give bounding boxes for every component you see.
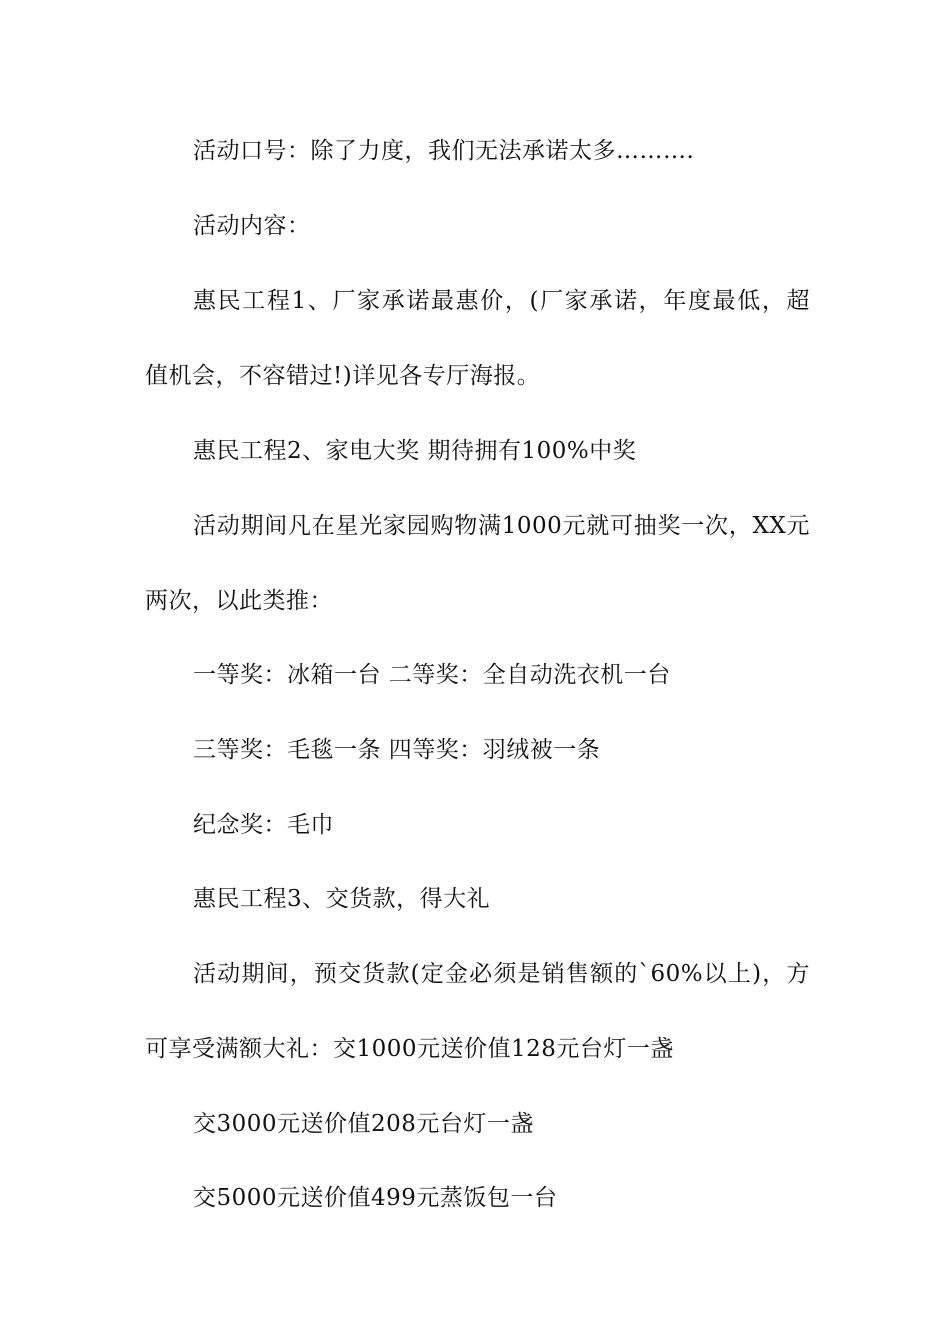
project-2-line: 惠民工程2、家电大奖 期待拥有100%中奖 xyxy=(193,438,637,464)
lottery-rule-continuation: 两次，以此类推： xyxy=(145,588,333,614)
deposit-rule-line: 活动期间，预交货款(定金必须是销售额的`60%以上)，方 xyxy=(193,961,810,987)
deposit-rule-continuation: 可享受满额大礼：交1000元送价值128元台灯一盏 xyxy=(145,1036,674,1062)
project-3-line: 惠民工程3、交货款，得大礼 xyxy=(193,886,491,912)
lottery-rule-line: 活动期间凡在星光家园购物满1000元就可抽奖一次，XX元 xyxy=(193,513,810,539)
prize-line-1: 一等奖：冰箱一台 二等奖：全自动洗衣机一台 xyxy=(193,662,671,688)
gift-tier-3000: 交3000元送价值208元台灯一盏 xyxy=(193,1111,534,1137)
project-1-line: 惠民工程1、厂家承诺最惠价，(厂家承诺，年度最低，超 xyxy=(193,288,810,314)
prize-line-2: 三等奖：毛毯一条 四等奖：羽绒被一条 xyxy=(193,737,601,763)
content-heading: 活动内容： xyxy=(193,213,311,239)
gift-tier-5000: 交5000元送价值499元蒸饭包一台 xyxy=(193,1185,558,1211)
project-1-continuation: 值机会，不容错过!)详见各专厅海报。 xyxy=(145,363,541,389)
slogan-line: 活动口号：除了力度，我们无法承诺太多………. xyxy=(193,138,695,164)
souvenir-prize-line: 纪念奖：毛巾 xyxy=(193,812,334,838)
